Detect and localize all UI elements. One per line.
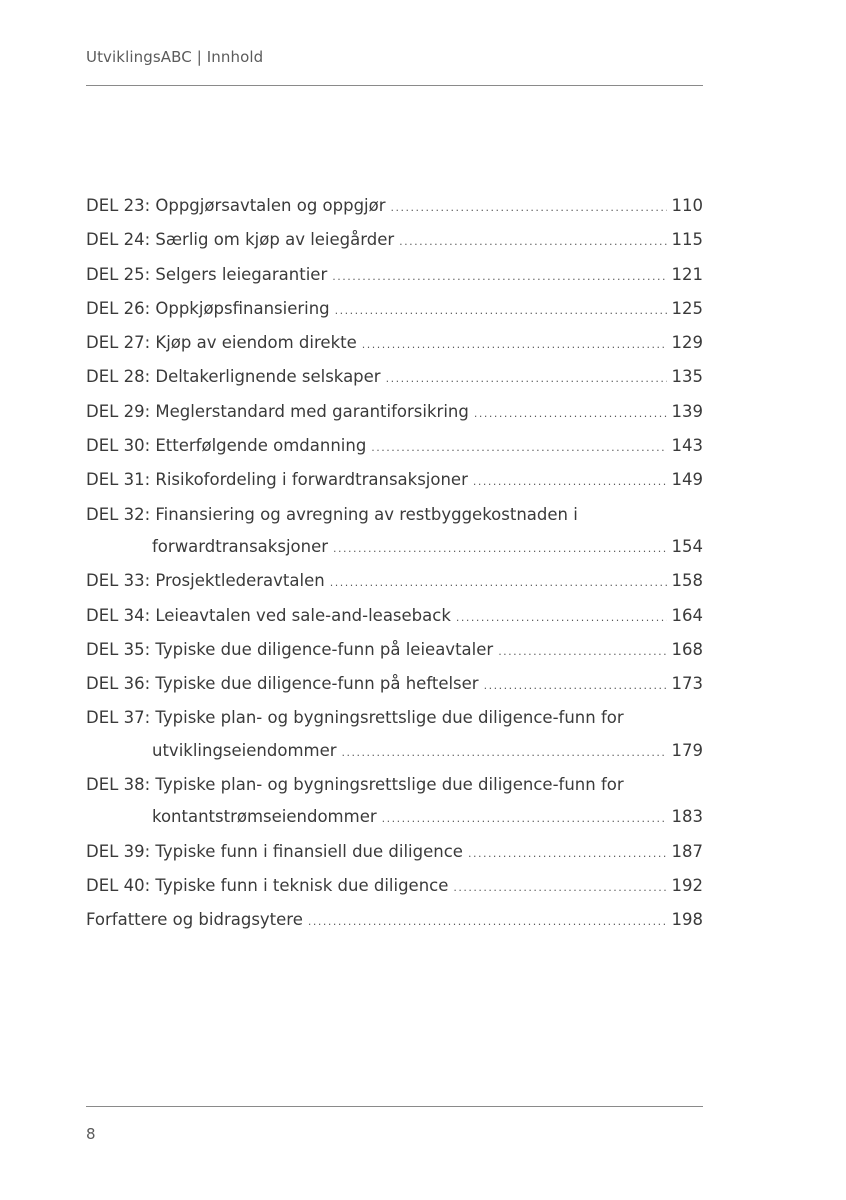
toc-entry-title: DEL 23: Oppgjørsavtalen og oppgjør [86, 196, 386, 215]
toc-entry-continuation-line [86, 735, 703, 769]
toc-entry[interactable] [86, 565, 703, 599]
dot-leader [362, 329, 667, 361]
toc-entry-line [86, 259, 703, 293]
toc-entry-page-number: 121 [671, 264, 703, 284]
toc-entry-page-number: 110 [671, 196, 703, 215]
toc-entry-line [86, 190, 703, 224]
dot-leader [473, 466, 667, 498]
running-header: UtviklingsABC | Innhold [86, 48, 264, 66]
dot-leader [498, 636, 666, 668]
toc-entry-page-number: 115 [671, 230, 703, 250]
toc-entry[interactable] [86, 600, 703, 634]
toc-entry-page-number: 143 [671, 436, 703, 456]
toc-entry[interactable] [86, 361, 703, 395]
toc-entry-line [86, 870, 703, 904]
toc-entry[interactable] [86, 430, 703, 464]
dot-leader [474, 398, 667, 430]
toc-entry-page-number: 135 [671, 367, 703, 387]
toc-entry-title: forwardtransaksjoner [152, 536, 329, 556]
toc-entry-line [86, 769, 703, 801]
toc-entry-title: DEL 40: Typiske funn i teknisk due diligence [86, 875, 449, 895]
toc-entry-page-number: 164 [671, 605, 703, 625]
toc-entry[interactable] [86, 190, 703, 224]
toc-entry-line [86, 904, 703, 938]
toc-entry-line [86, 668, 703, 702]
toc-entry-title: Forfattere og bidragsytere [86, 910, 303, 930]
toc-entry[interactable] [86, 293, 703, 327]
toc-entry-page-number: 173 [671, 674, 703, 694]
toc-entry-page-number: 154 [671, 536, 703, 556]
toc-entry[interactable] [86, 769, 703, 836]
toc-entry-line [86, 565, 703, 599]
toc-entry-line [86, 430, 703, 464]
toc-entry-page-number: 158 [671, 571, 703, 591]
toc-entry-line [86, 224, 703, 258]
toc-entry-line [86, 396, 703, 430]
header-divider [86, 85, 703, 86]
toc-entry-page-number: 125 [671, 298, 703, 318]
toc-entry[interactable] [86, 499, 703, 566]
toc-entry-title: DEL 25: Selgers leiegarantier [86, 264, 328, 284]
dot-leader [382, 803, 667, 835]
dot-leader [371, 432, 666, 464]
toc-entry-line [86, 361, 703, 395]
toc-entry-page-number: 183 [671, 807, 703, 827]
toc-entry-continuation-line [86, 531, 703, 565]
toc-entry-continuation-line [86, 801, 703, 835]
toc-entry[interactable] [86, 396, 703, 430]
toc-entry-title: DEL 35: Typiske due diligence-funn på leieavtaler [86, 639, 494, 659]
toc-entry-title: DEL 33: Prosjektlederavtalen [86, 571, 325, 591]
page-number: 8 [86, 1125, 96, 1143]
toc-entry-page-number: 198 [671, 910, 703, 930]
toc-entry[interactable] [86, 327, 703, 361]
dot-leader [391, 192, 667, 224]
toc-entry-title: DEL 38: Typiske plan- og bygningsrettslige due diligence-funn for [86, 775, 624, 795]
toc-entry[interactable] [86, 836, 703, 870]
toc-entry-page-number: 149 [671, 470, 703, 490]
dot-leader [330, 567, 667, 599]
toc-entry-page-number: 192 [671, 875, 703, 895]
toc-entry-line [86, 293, 703, 327]
toc-entry-page-number: 179 [671, 740, 703, 760]
toc-entry-title: kontantstrømseiendommer [152, 807, 377, 827]
dot-leader [456, 602, 667, 634]
toc-entry-title: DEL 28: Deltakerlignende selskaper [86, 367, 381, 387]
dot-leader [308, 906, 667, 938]
toc-entry-page-number: 187 [671, 841, 703, 861]
toc-entry-line [86, 634, 703, 668]
toc-entry-title: DEL 31: Risikofordeling i forwardtransaksjoner [86, 470, 468, 490]
toc-entry[interactable] [86, 634, 703, 668]
footer-divider [86, 1106, 703, 1107]
dot-leader [386, 363, 667, 395]
toc-entry-title: DEL 32: Finansiering og avregning av restbyggekostnaden i [86, 504, 578, 524]
dot-leader [333, 533, 666, 565]
toc-entry-page-number: 139 [671, 401, 703, 421]
toc-entry-title: DEL 27: Kjøp av eiendom direkte [86, 333, 357, 353]
toc-entry-title: DEL 34: Leieavtalen ved sale-and-leaseback [86, 605, 451, 625]
toc-entry-title: DEL 37: Typiske plan- og bygningsrettslige due diligence-funn for [86, 708, 624, 728]
toc-entry[interactable] [86, 702, 703, 769]
toc-entry[interactable] [86, 259, 703, 293]
toc-entry-title: DEL 36: Typiske due diligence-funn på heftelser [86, 674, 479, 694]
dot-leader [484, 670, 667, 702]
toc-entry-line [86, 499, 703, 531]
dot-leader [399, 226, 666, 258]
toc-entry-title: DEL 26: Oppkjøpsfinansiering [86, 298, 330, 318]
toc-entry-line [86, 464, 703, 498]
toc-entry-title: DEL 29: Meglerstandard med garantiforsikring [86, 401, 469, 421]
toc-entry-line [86, 702, 703, 734]
toc-entry[interactable] [86, 224, 703, 258]
toc-entry-line [86, 836, 703, 870]
toc-entry[interactable] [86, 904, 703, 938]
toc-entry-title: utviklingseiendommer [152, 740, 337, 760]
dot-leader [468, 838, 667, 870]
toc-entry[interactable] [86, 870, 703, 904]
table-of-contents [86, 190, 703, 939]
toc-entry-line [86, 327, 703, 361]
toc-entry-title: DEL 24: Særlig om kjøp av leiegårder [86, 230, 395, 250]
toc-entry[interactable] [86, 668, 703, 702]
dot-leader [453, 872, 666, 904]
dot-leader [342, 737, 667, 769]
toc-entry[interactable] [86, 464, 703, 498]
toc-entry-line [86, 600, 703, 634]
toc-entry-page-number: 168 [671, 639, 703, 659]
dot-leader [332, 261, 666, 293]
toc-entry-title: DEL 39: Typiske funn i finansiell due diligence [86, 841, 463, 861]
toc-entry-page-number: 129 [671, 333, 703, 353]
dot-leader [335, 295, 667, 327]
toc-entry-title: DEL 30: Etterfølgende omdanning [86, 436, 367, 456]
